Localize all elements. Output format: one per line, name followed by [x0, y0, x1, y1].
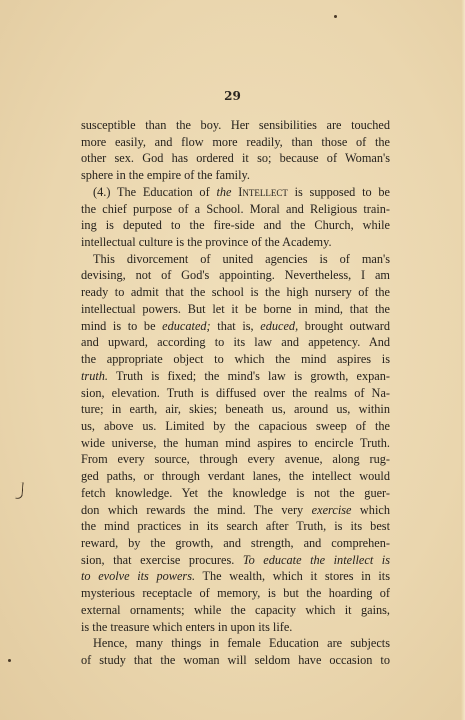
text-line: the mind practices in its search after Truth, is its best — [81, 519, 390, 534]
text-line: From every source, through every avenue, along rug- — [81, 452, 390, 467]
text-line: intellectual powers. But let it be borne in mind, that the — [81, 301, 390, 316]
text-line: sion, that exercise procures. To educate the intellect is — [81, 552, 390, 567]
page-edge — [461, 0, 465, 720]
text-line: sion, elevation. Truth is diffused over the realms of Na- — [81, 385, 390, 400]
text-line: more easily, and flow more readily, than those of the — [81, 134, 390, 149]
text-line: don which rewards the mind. The very exercise which — [81, 502, 390, 517]
paper-speck — [334, 15, 337, 18]
text-line: intellectual culture is the province of the Academy. — [81, 235, 332, 250]
text-line: the appropriate object to which the mind aspires is — [81, 352, 390, 367]
text-line: us, above us. Limited by the capacious sweep of the — [81, 418, 390, 433]
text-line: is the treasure which enters in upon its life. — [81, 619, 293, 634]
text-line: external ornaments; while the capacity which it gains, — [81, 602, 390, 617]
text-line: the chief purpose of a School. Moral and Religious train- — [81, 201, 390, 216]
body-text — [81, 117, 390, 669]
text-line: ing is deputed to the fire-side and the Church, while — [81, 218, 390, 233]
text-line: ture; in earth, air, skies; beneath us, around us, within — [81, 402, 390, 417]
text-line: fetch knowledge. Yet the knowledge is not the guer- — [81, 485, 390, 500]
text-line: sphere in the empire of the family. — [81, 168, 250, 183]
text-line: wide universe, the human mind aspires to encircle Truth. — [81, 435, 390, 450]
text-line: mind is to be educated; that is, educed, brought outward — [81, 318, 390, 333]
text-line: ready to admit that the school is the high nursery of the — [81, 285, 390, 300]
text-line: devising, not of God's appointing. Nevertheless, I am — [81, 268, 390, 283]
text-line: (4.) The Education of the Intellect is supposed to be — [93, 184, 390, 199]
text-line: susceptible than the boy. Her sensibilities are touched — [81, 118, 390, 132]
text-line: truth. Truth is fixed; the mind's law is growth, expan- — [81, 368, 390, 383]
text-line: reward, by the growth, and strength, and comprehen- — [81, 535, 390, 550]
text-line: and upward, according to its law and appetency. And — [81, 335, 390, 350]
text-line: This divorcement of united agencies is of man's — [93, 251, 390, 266]
text-line: of study that the woman will seldom have occasion to — [81, 653, 390, 667]
text-line: mysterious receptacle of memory, is but the hoarding of — [81, 586, 390, 601]
text-line: Hence, many things in female Education are subjects — [93, 636, 390, 651]
page-number: 29 — [224, 89, 241, 103]
text-line: to evolve its powers. The wealth, which it stores in its — [81, 569, 390, 584]
margin-pencil-mark — [15, 482, 23, 499]
paper-speck — [8, 659, 11, 662]
text-line: other sex. God has ordered it so; because of Woman's — [81, 151, 390, 166]
text-line: ged paths, or through verdant lanes, the intellect would — [81, 469, 390, 484]
